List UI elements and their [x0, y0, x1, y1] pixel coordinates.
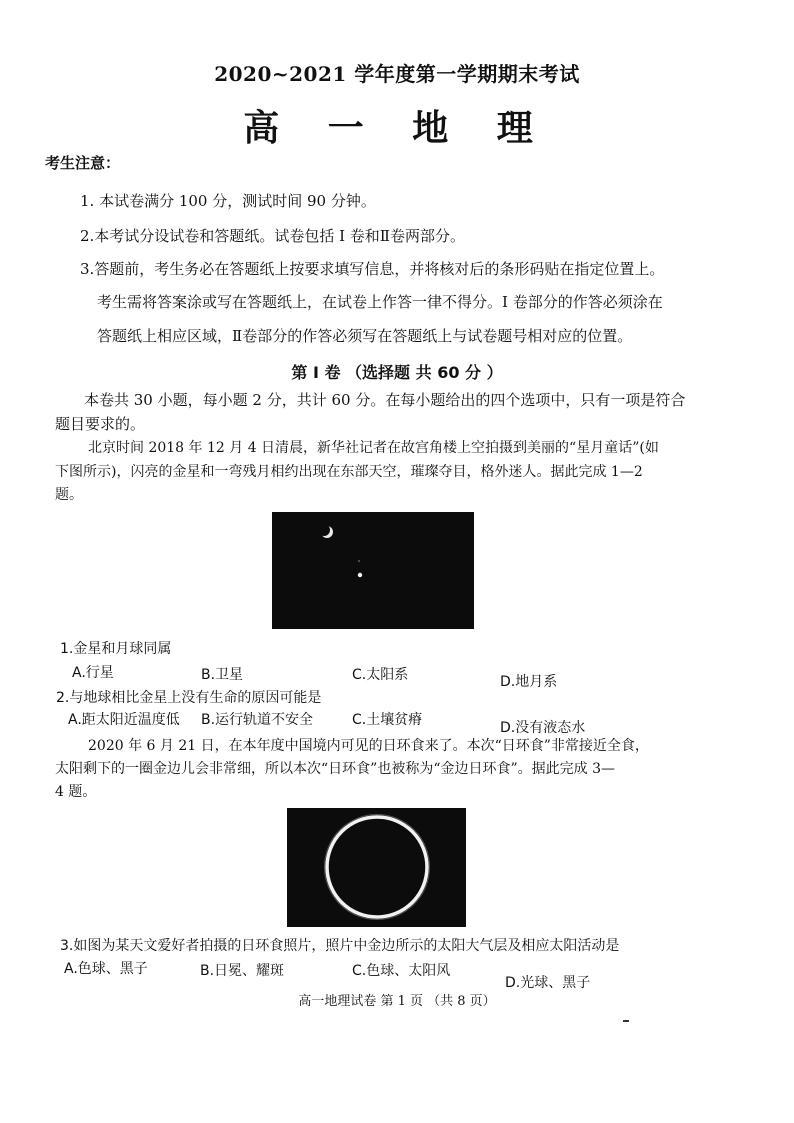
passage-2-line-3: 4 题。 — [55, 784, 97, 800]
question-2-option-d: D.没有液态水 — [500, 720, 586, 736]
question-1-option-a: A.行星 — [72, 665, 114, 681]
annular-eclipse-illustration — [287, 808, 466, 927]
exam-title: 2020~2021 学年度第一学期期末考试 — [214, 62, 580, 86]
question-1-stem: 1.金星和月球同属 — [60, 641, 172, 657]
question-3-option-c: C.色球、太阳风 — [352, 963, 451, 979]
passage-1-line-3: 题。 — [55, 487, 83, 503]
question-3-option-d: D.光球、黑子 — [505, 975, 591, 991]
venus-moon-illustration — [272, 512, 474, 629]
page-footer: 高一地理试卷 第 1 页 （共 8 页） — [298, 994, 496, 1009]
passage-1-line-2: 下图所示)，闪亮的金星和一弯残月相约出现在东部天空，璀璨夺目，格外迷人。据此完成 1—2 — [55, 464, 643, 480]
question-2-option-c: C.土壤贫瘠 — [352, 712, 423, 728]
section-1-intro-line-1: 本卷共 30 小题，每小题 2 分，共计 60 分。在每小题给出的四个选项中，只有一项是符合 — [84, 391, 686, 409]
section-1-title: 第 I 卷 （选择题 共 60 分 ） — [291, 363, 503, 382]
passage-1-line-1: 北京时间 2018 年 12 月 4 日清晨，新华社记者在故宫角楼上空拍摄到美丽的“星月童话”(如 — [88, 440, 659, 456]
question-1-option-b: B.卫星 — [201, 667, 244, 683]
notice-item-3-line-3: 答题纸上相应区域，Ⅱ卷部分的作答必须写在答题纸上与试卷题号相对应的位置。 — [97, 327, 633, 345]
question-1-option-d: D.地月系 — [500, 674, 558, 690]
notice-item-3-line-2: 考生需将答案涂或写在答题纸上，在试卷上作答一律不得分。I 卷部分的作答必须涂在 — [97, 293, 663, 311]
section-1-intro-line-2: 题目要求的。 — [55, 415, 146, 433]
question-3-option-a: A.色球、黑子 — [64, 961, 148, 977]
question-2-stem: 2.与地球相比金星上没有生命的原因可能是 — [56, 690, 322, 706]
question-2-option-a: A.距太阳近温度低 — [68, 712, 180, 728]
question-3-option-b: B.日冕、耀斑 — [200, 963, 285, 979]
question-3-stem: 3.如图为某天文爱好者拍摄的日环食照片，照片中金边所示的太阳大气层及相应太阳活动是 — [60, 938, 620, 954]
passage-2-line-1: 2020 年 6 月 21 日，在本年度中国境内可见的日环食来了。本次“日环食”非常接近全食， — [88, 738, 649, 754]
annular-eclipse-photo — [287, 808, 466, 927]
eclipse-ring — [327, 817, 427, 917]
notice-item-2: 2.本考试分设试卷和答题纸。试卷包括 I 卷和Ⅱ卷两部分。 — [80, 227, 465, 245]
question-1-option-c: C.太阳系 — [352, 667, 409, 683]
notice-heading: 考生注意： — [45, 154, 121, 172]
scan-mark — [623, 1020, 629, 1022]
venus-dot — [358, 573, 362, 577]
passage-2-line-2: 太阳剩下的一圈金边儿会非常细，所以本次“日环食”也被称为“金边日环食”。据此完成 3— — [55, 761, 615, 777]
notice-item-3-line-1: 3.答题前，考生务必在答题纸上按要求填写信息，并将核对后的条形码贴在指定位置上。 — [80, 260, 665, 278]
notice-item-1: 1. 本试卷满分 100 分，测试时间 90 分钟。 — [80, 192, 376, 210]
subject-title: 高 一 地 理 — [243, 107, 551, 149]
venus-moon-photo — [272, 512, 474, 629]
question-2-option-b: B.运行轨道不安全 — [201, 712, 314, 728]
